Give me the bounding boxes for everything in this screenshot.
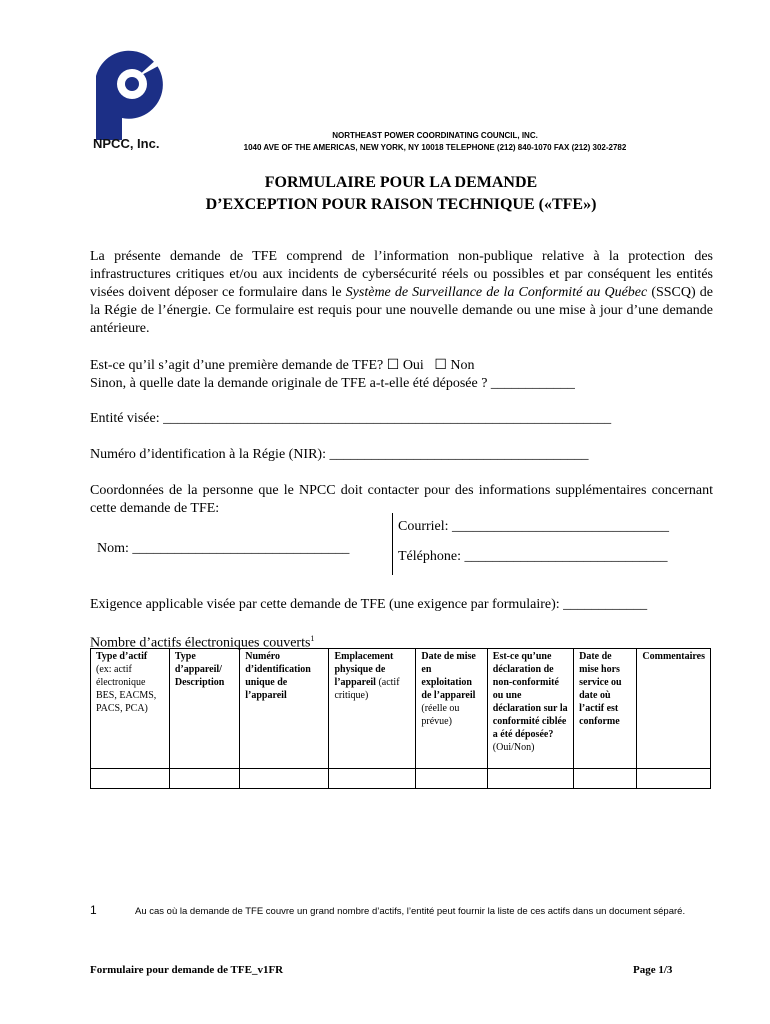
header-declaration-filed: Est-ce qu’une déclaration de non-conformité ou une déclaration sur la conformité ciblée a été déposée? (Oui/Non)	[487, 649, 573, 769]
entity-field[interactable]: Entité visée: ________________________________________________________________	[90, 411, 612, 426]
table-cell[interactable]	[416, 769, 487, 789]
table-cell[interactable]	[91, 769, 170, 789]
table-header-row	[91, 649, 711, 769]
footnote-text: Au cas où la demande de TFE couvre un grand nombre d’actifs, l’entité peut fournir la liste de ces actifs dans un document séparé.	[135, 906, 686, 917]
first-request-question	[90, 357, 475, 375]
organization-header	[200, 130, 670, 154]
system-name: Système de Surveillance de la Conformité au Québec	[345, 285, 648, 300]
org-address: 1040 AVE OF THE AMERICAS, NEW YORK, NY 10018 TELEPHONE (212) 840-1070 FAX (212) 302-2782	[243, 143, 627, 152]
footnote-number: 1	[90, 903, 97, 917]
table-cell[interactable]	[169, 769, 239, 789]
table-cell[interactable]	[240, 769, 329, 789]
name-field[interactable]: Nom: _______________________________	[97, 541, 350, 556]
org-name: NORTHEAST POWER COORDINATING COUNCIL, INC.	[332, 131, 538, 140]
table-cell[interactable]	[487, 769, 573, 789]
intro-text-start: La présente demande de TFE comprend de l’information non-publique relative à la protection des infrastructures critiques et/ou aux incidents de cybersécurité réels ou possibles et par conséquent les entités visées doivent déposer ce formulaire dans le	[90, 249, 713, 300]
table-cell[interactable]	[574, 769, 637, 789]
email-field[interactable]: Courriel: _______________________________	[398, 519, 670, 534]
contact-intro: Coordonnées de la personne que le NPCC doit contacter pour des informations supplémentaires concernant cette demande de TFE:	[90, 483, 713, 516]
intro-text-end: (SSCQ) de la Régie de l’énergie. Ce formulaire est requis pour une nouvelle demande ou une mise à jour d’une demande antérieure.	[90, 285, 713, 336]
requirement-field[interactable]: Exigence applicable visée par cette demande de TFE (une exigence par formulaire): ____________	[90, 597, 648, 612]
title-line-1: FORMULAIRE POUR LA DEMANDE	[264, 174, 538, 191]
header-out-of-service-date: Date de mise hors service ou date où l’actif est conforme	[574, 649, 637, 769]
header-device-id: Numéro d’identification unique de l’appareil	[240, 649, 329, 769]
assets-count-text: Nombre d’actifs électroniques couverts	[90, 635, 311, 651]
yes-label: Oui	[402, 358, 424, 373]
original-date-line[interactable]: Sinon, à quelle date la demande originale de TFE a-t-elle été déposée ? ____________	[90, 376, 575, 391]
header-comments: Commentaires	[637, 649, 711, 769]
contact-divider	[392, 513, 393, 575]
no-label: Non	[450, 358, 475, 373]
header-device-type: Type d’appareil/ Description	[169, 649, 239, 769]
footer-form-name: Formulaire pour demande de TFE_v1FR	[90, 964, 284, 976]
table-cell[interactable]	[329, 769, 416, 789]
table-cell[interactable]	[637, 769, 711, 789]
assets-table	[90, 648, 711, 789]
header-physical-location: Emplacement physique de l’appareil (actif critique)	[329, 649, 416, 769]
logo-text: NPCC, Inc.	[93, 136, 160, 151]
footnote-ref: 1	[310, 634, 315, 643]
first-request-text: Est-ce qu’il s’agit d’une première demande de TFE?	[90, 358, 384, 373]
header-asset-type: Type d’actif (ex: actif électronique BES, EACMS, PACS, PCA)	[91, 649, 170, 769]
nir-field[interactable]: Numéro d’identification à la Régie (NIR): _____________________________________	[90, 447, 589, 462]
header-in-service-date: Date de mise en exploitation de l’appareil (réelle ou prévue)	[416, 649, 487, 769]
footer-page-number: Page 1/3	[633, 964, 673, 976]
form-title	[90, 172, 712, 216]
checkbox-yes[interactable]: ☐	[386, 358, 400, 373]
phone-field[interactable]: Téléphone: _____________________________	[398, 549, 668, 564]
table-row	[91, 769, 711, 789]
title-line-2: D’EXCEPTION POUR RAISON TECHNIQUE («TFE»)	[205, 196, 597, 213]
checkbox-no[interactable]: ☐	[434, 358, 447, 373]
intro-paragraph	[90, 248, 713, 338]
